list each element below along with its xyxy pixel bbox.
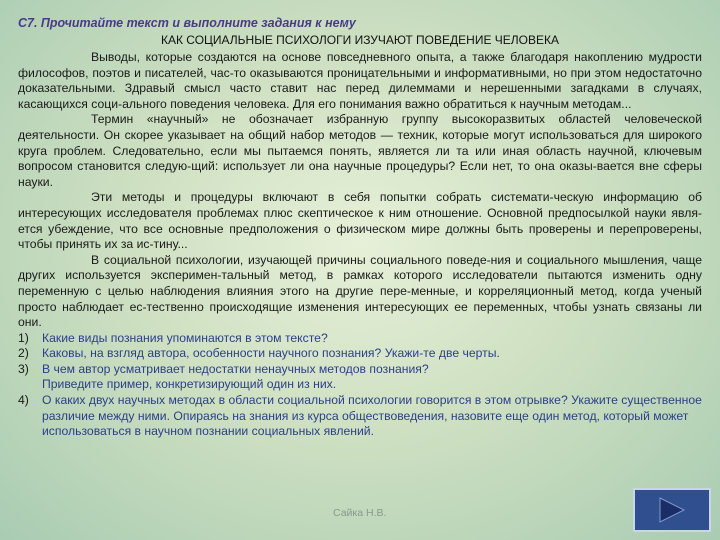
author-credit: Сайка Н.В. (333, 507, 387, 519)
play-triangle-icon (657, 496, 687, 524)
question-text: Какие виды познания упоминаются в этом тексте? (42, 330, 328, 345)
question-text: Каковы, на взгляд автора, особенности научного познания? Укажи-те две черты. (42, 346, 500, 361)
paragraph: Эти методы и процедуры включают в себя попытки собрать системати-ческую информацию об интересующих исследователя проблемах плюс скептическое к ним отношение. Основной предпосылкой науки явля-ется убеждение, что все основные предположения о физическом мире должны быть проверены и перепроверены, чтобы принять их за ис-тину... (18, 190, 702, 252)
question-list (18, 331, 702, 440)
question-item (18, 393, 702, 440)
question-number: 4) (18, 393, 29, 408)
paragraph: Термин «научный» не обозначает избранную группу высокоразвитых областей человеческой деятельности. Он скорее указывает на общий набор методов — техник, которые могут использоваться для широкого круга проблем. Следовательно, если мы пытаемся понять, является ли та или иная область научной, ключевым вопросом становится следую-щий: использует ли она научные процедуры? Если нет, то она оказы-вается вне сферы науки. (18, 112, 702, 189)
question-text: О каких двух научных методах в области социальной психологии говорится в этом отрывке? Укажите существенное различие между ними. Опираясь на знания из курса обществоведения, назовите еще один метод, который может использоваться в научном познании социальных явлений. (42, 393, 702, 439)
question-number: 1) (18, 330, 29, 345)
question-text: В чем автор усматривает недостатки ненаучных методов познания? (42, 361, 429, 376)
question-item (18, 362, 702, 393)
paragraph: Выводы, которые создаются на основе повседневного опыта, а также благодаря накоплению мудрости философов, поэтов и писателей, час-то оказываются проницательными и информативными, но при этом недостаточно доказательными. Здравый смысл часто ставит нас перед дилеммами и нерешенными загадками в случаях, касающихся соци-ального поведения человека. Для его понимания важно обратиться к научным методам... (18, 50, 702, 111)
text-body (18, 50, 702, 440)
question-number: 2) (18, 346, 29, 361)
next-slide-button[interactable] (633, 488, 711, 532)
question-text-block (42, 362, 702, 393)
question-item (18, 331, 702, 347)
paragraph: В социальной психологии, изучающей причины социального поведе-ния и социального мышления, чаще других используется эксперимен-тальный метод, в рамках которого исследователи пытаются изменить одну переменную с целью наблюдения влияния этого на другие пере-менные, и корреляционный метод, когда ученый просто наблюдает ес-тественно происходящие изменения интересующих ее переменных, чтобы узнать связаны ли они. (18, 252, 702, 330)
task-heading: С7. Прочитайте текст и выполните задания к нему (18, 16, 356, 30)
text-title: КАК СОЦИАЛЬНЫЕ ПСИХОЛОГИ ИЗУЧАЮТ ПОВЕДЕНИЕ ЧЕЛОВЕКА (160, 33, 559, 47)
question-subtext: Приведите пример, конкретизирующий один из них. (42, 377, 337, 392)
question-item (18, 346, 702, 362)
question-number: 3) (18, 361, 29, 376)
